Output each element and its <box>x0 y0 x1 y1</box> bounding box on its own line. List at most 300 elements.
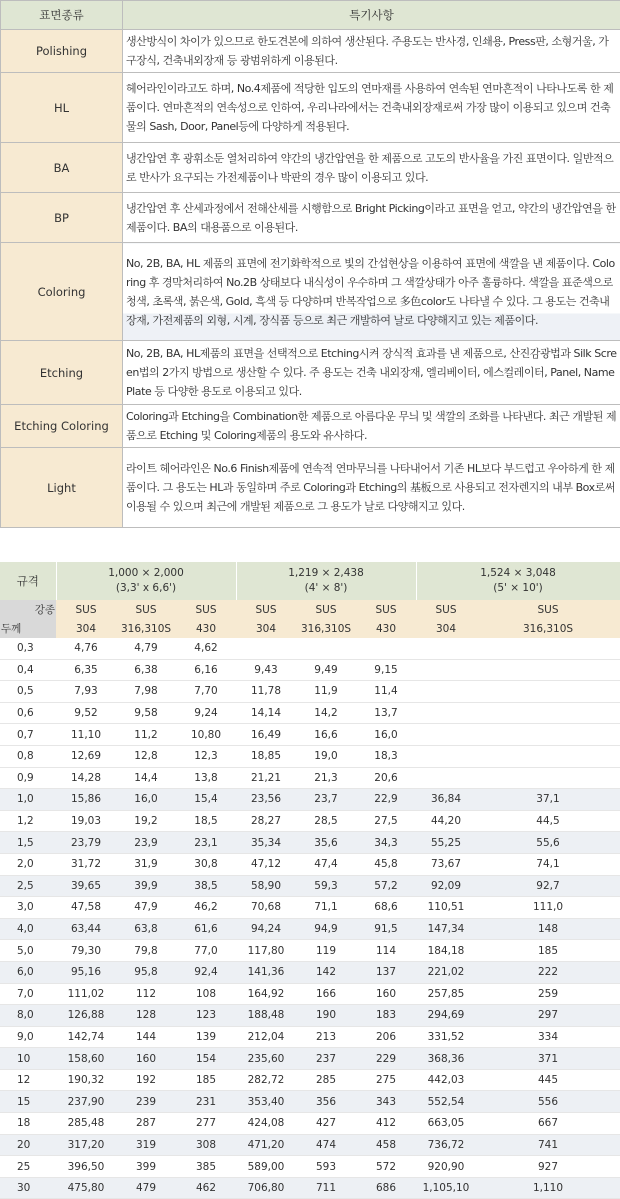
grade-bottom-row <box>0 619 620 638</box>
weight-cell: 396,50 <box>56 1156 116 1178</box>
grade-prefix: SUS <box>356 600 416 619</box>
weight-cell: 12,69 <box>56 745 116 767</box>
grade-number: 304 <box>416 619 476 638</box>
weight-cell: 237 <box>296 1048 356 1070</box>
weight-cell: 15,86 <box>56 789 116 811</box>
weight-cell: 277 <box>176 1113 236 1135</box>
finish-header-row <box>1 1 620 30</box>
size-ft: (5' × 10') <box>493 582 542 594</box>
size-header-row <box>0 562 620 600</box>
weight-cell: 36,84 <box>416 789 476 811</box>
size-ft: (4' × 8') <box>305 582 348 594</box>
weight-cell: 128 <box>116 1005 176 1027</box>
grade-prefix: SUS <box>116 600 176 619</box>
weight-cell: 185 <box>476 940 620 962</box>
table-row <box>0 1156 620 1178</box>
finish-description: No, 2B, BA, HL제품의 표면을 선택적으로 Etching시켜 장식적 효과를 낸 제품으로, 산진감광법과 Silk Screen법의 2가지 방법으로 생산할 수 있다. 주 용도는 건축 내외장재, 엘리베이터, 에스컬레이터, Panel, Name Plate 등 다양한 용도로 이용되고 있다. <box>123 341 620 405</box>
table-row <box>0 789 620 811</box>
weight-cell: 164,92 <box>236 983 296 1005</box>
weight-cell: 70,68 <box>236 897 296 919</box>
weight-cell: 39,65 <box>56 875 116 897</box>
weight-cell: 35,6 <box>296 832 356 854</box>
weight-cell: 137 <box>356 961 416 983</box>
weight-cell: 18,5 <box>176 810 236 832</box>
weight-cell: 35,34 <box>236 832 296 854</box>
weight-cell: 95,16 <box>56 961 116 983</box>
weight-cell <box>416 638 476 659</box>
weight-cell: 462 <box>176 1177 236 1199</box>
weight-cell: 6,16 <box>176 659 236 681</box>
weight-cell: 20,6 <box>356 767 416 789</box>
weight-cell: 427 <box>296 1113 356 1135</box>
grade-top-row <box>0 600 620 619</box>
steel-grade-label: 강종 <box>0 600 56 619</box>
weight-cell: 112 <box>116 983 176 1005</box>
weight-cell: 237,90 <box>56 1091 116 1113</box>
weight-cell: 319 <box>116 1134 176 1156</box>
weight-cell: 589,00 <box>236 1156 296 1178</box>
finish-description: 헤어라인이라고도 하며, No.4제품에 적당한 입도의 연마재를 사용하여 연속된 연마흔적이 나타나도록 한 제품이다. 연마흔적의 연속성으로 인하여, 우리나라에서는 건축내외장재로써 가장 많이 이용되고 있으며 건축물의 Sash, Door, Panel등에 다양하게 적용된다. <box>123 73 620 143</box>
grade-prefix: SUS <box>296 600 356 619</box>
weight-cell: 221,02 <box>416 961 476 983</box>
table-row <box>0 659 620 681</box>
thickness-cell: 2,0 <box>0 853 56 875</box>
weight-cell: 711 <box>296 1177 356 1199</box>
size-mm: 1,219 × 2,438 <box>288 567 364 579</box>
weight-cell: 91,5 <box>356 918 416 940</box>
weight-cell: 77,0 <box>176 940 236 962</box>
weight-cell: 37,1 <box>476 789 620 811</box>
thickness-cell: 0,4 <box>0 659 56 681</box>
weight-cell: 190,32 <box>56 1069 116 1091</box>
weight-cell: 297 <box>476 1005 620 1027</box>
weight-cell: 667 <box>476 1113 620 1135</box>
weight-cell: 4,62 <box>176 638 236 659</box>
weight-cell: 317,20 <box>56 1134 116 1156</box>
grade-prefix: SUS <box>416 600 476 619</box>
finish-row <box>1 30 620 73</box>
weight-cell: 142,74 <box>56 1026 116 1048</box>
weight-cell: 79,30 <box>56 940 116 962</box>
size-header-2 <box>236 562 416 600</box>
weight-cell: 31,72 <box>56 853 116 875</box>
finish-description: 라이트 헤어라인은 No.6 Finish제품에 연속적 연마무늬를 나타내어서 기존 HL보다 부드럽고 우아하게 한 제품이다. 그 용도는 HL과 동일하며 주로 Coloring과 Etching의 基板으로 사용되고 전자렌지의 내부 Box로써 이용될 수 있으며 최근에 개발된 제품으로 그 용도가 날로 다양해지고 있다. <box>123 448 620 528</box>
weight-cell: 79,8 <box>116 940 176 962</box>
weight-cell: 334 <box>476 1026 620 1048</box>
weight-cell: 7,98 <box>116 681 176 703</box>
table-row <box>0 1113 620 1135</box>
thickness-cell: 1,5 <box>0 832 56 854</box>
weight-cell: 9,52 <box>56 702 116 724</box>
weight-cell: 222 <box>476 961 620 983</box>
thickness-cell: 4,0 <box>0 918 56 940</box>
weight-cell: 55,6 <box>476 832 620 854</box>
weight-cell: 294,69 <box>416 1005 476 1027</box>
table-row <box>0 681 620 703</box>
weight-cell: 19,0 <box>296 745 356 767</box>
weight-cell: 741 <box>476 1134 620 1156</box>
table-row <box>0 702 620 724</box>
weight-cell: 572 <box>356 1156 416 1178</box>
finish-row <box>1 243 620 341</box>
weight-cell: 185 <box>176 1069 236 1091</box>
weight-cell: 73,67 <box>416 853 476 875</box>
table-row <box>0 1026 620 1048</box>
table-row <box>0 1069 620 1091</box>
weight-cell: 47,58 <box>56 897 116 919</box>
size-header-3 <box>416 562 620 600</box>
weight-cell: 21,21 <box>236 767 296 789</box>
grade-number: 316,310S <box>476 619 620 638</box>
weight-cell: 287 <box>116 1113 176 1135</box>
weight-cell: 356 <box>296 1091 356 1113</box>
weight-cell: 30,8 <box>176 853 236 875</box>
weight-cell: 68,6 <box>356 897 416 919</box>
weight-cell: 158,60 <box>56 1048 116 1070</box>
weight-cell: 23,7 <box>296 789 356 811</box>
weight-cell: 235,60 <box>236 1048 296 1070</box>
weight-cell: 74,1 <box>476 853 620 875</box>
weight-cell: 34,3 <box>356 832 416 854</box>
weight-cell: 111,0 <box>476 897 620 919</box>
finish-type-table <box>0 0 620 528</box>
weight-cell: 183 <box>356 1005 416 1027</box>
grade-number: 304 <box>56 619 116 638</box>
size-ft: (3,3' x 6,6') <box>116 582 176 594</box>
thickness-cell: 0,3 <box>0 638 56 659</box>
table-row <box>0 638 620 659</box>
weight-cell: 14,14 <box>236 702 296 724</box>
weight-cell: 257,85 <box>416 983 476 1005</box>
weight-cell: 385 <box>176 1156 236 1178</box>
size-label: 규격 <box>0 562 56 600</box>
finish-name: Coloring <box>1 243 123 341</box>
weight-cell: 556 <box>476 1091 620 1113</box>
weight-cell: 15,4 <box>176 789 236 811</box>
weight-cell: 16,0 <box>116 789 176 811</box>
weight-cell: 1,105,10 <box>416 1177 476 1199</box>
grade-number: 430 <box>176 619 236 638</box>
weight-cell: 27,5 <box>356 810 416 832</box>
weight-cell: 148 <box>476 918 620 940</box>
weight-cell: 139 <box>176 1026 236 1048</box>
table-row <box>0 1134 620 1156</box>
weight-cell: 47,4 <box>296 853 356 875</box>
weight-cell: 166 <box>296 983 356 1005</box>
thickness-cell: 1,0 <box>0 789 56 811</box>
finish-row <box>1 448 620 528</box>
weight-spec-table <box>0 562 620 1199</box>
weight-cell: 46,2 <box>176 897 236 919</box>
finish-description: Coloring과 Etching을 Combination한 제품으로 아름다운 무늬 및 색깔의 조화를 나타낸다. 최근 개발된 제품으로 Etching 및 Coloring제품의 용도와 유사하다. <box>123 405 620 448</box>
weight-cell: 23,9 <box>116 832 176 854</box>
weight-cell: 412 <box>356 1113 416 1135</box>
finish-name: Light <box>1 448 123 528</box>
weight-cell: 28,5 <box>296 810 356 832</box>
finish-row <box>1 193 620 243</box>
weight-cell <box>476 745 620 767</box>
weight-cell: 368,36 <box>416 1048 476 1070</box>
weight-cell: 44,5 <box>476 810 620 832</box>
weight-cell: 353,40 <box>236 1091 296 1113</box>
thickness-cell: 1,2 <box>0 810 56 832</box>
table-row <box>0 767 620 789</box>
weight-cell: 123 <box>176 1005 236 1027</box>
weight-cell: 7,70 <box>176 681 236 703</box>
weight-cell: 11,78 <box>236 681 296 703</box>
size-mm: 1,524 × 3,048 <box>480 567 556 579</box>
weight-cell: 308 <box>176 1134 236 1156</box>
weight-cell: 275 <box>356 1069 416 1091</box>
weight-cell: 188,48 <box>236 1005 296 1027</box>
weight-cell: 38,5 <box>176 875 236 897</box>
weight-cell: 239 <box>116 1091 176 1113</box>
weight-cell: 285,48 <box>56 1113 116 1135</box>
weight-cell: 154 <box>176 1048 236 1070</box>
size-header-1 <box>56 562 236 600</box>
thickness-cell: 25 <box>0 1156 56 1178</box>
weight-cell: 23,56 <box>236 789 296 811</box>
finish-row <box>1 73 620 143</box>
thickness-cell: 20 <box>0 1134 56 1156</box>
thickness-label: 두께 <box>0 619 56 638</box>
weight-cell: 11,4 <box>356 681 416 703</box>
weight-cell: 7,93 <box>56 681 116 703</box>
finish-name-header: 표면종류 <box>1 1 123 30</box>
weight-cell: 13,8 <box>176 767 236 789</box>
weight-cell <box>416 659 476 681</box>
table-row <box>0 745 620 767</box>
table-row <box>0 875 620 897</box>
weight-cell: 16,6 <box>296 724 356 746</box>
weight-cell <box>416 681 476 703</box>
thickness-cell: 0,8 <box>0 745 56 767</box>
weight-cell <box>416 724 476 746</box>
weight-cell: 95,8 <box>116 961 176 983</box>
finish-name: Etching <box>1 341 123 405</box>
weight-cell: 12,8 <box>116 745 176 767</box>
weight-cell: 475,80 <box>56 1177 116 1199</box>
weight-cell: 57,2 <box>356 875 416 897</box>
weight-cell: 141,36 <box>236 961 296 983</box>
weight-cell: 190 <box>296 1005 356 1027</box>
finish-description: 냉간압연 후 광휘소둔 열처리하여 약간의 냉간압연을 한 제품으로 고도의 반사율을 가진 표면이다. 일반적으로 반사가 요구되는 가전제품이나 박판의 경우 많이 이용되고 있다. <box>123 143 620 193</box>
weight-cell: 552,54 <box>416 1091 476 1113</box>
finish-desc-header: 특기사항 <box>123 1 620 30</box>
weight-cell: 9,49 <box>296 659 356 681</box>
table-row <box>0 983 620 1005</box>
thickness-cell: 15 <box>0 1091 56 1113</box>
weight-cell <box>296 638 356 659</box>
finish-description: No, 2B, BA, HL 제품의 표면에 전기화학적으로 빛의 간섭현상을 이용하여 표면에 색깔을 낸 제품이다. Coloring 후 경막처리하여 No.2B 상태보다 내식성이 우수하며 그 색깔상태가 아주 훌륭하다. 색깔을 표준색으로 청색, 초록색, 붉은색, Gold, 흑색 등 다양하며 반복작업으로 多色color도 나타낼 수 있다. 그 용도는 건축내장재, 가전제품의 외형, 시계, 장식품 등으로 최근 개발하여 날로 다양해지고 있는 제품이다. <box>123 243 620 341</box>
weight-cell: 213 <box>296 1026 356 1048</box>
weight-cell: 13,7 <box>356 702 416 724</box>
thickness-cell: 18 <box>0 1113 56 1135</box>
weight-cell: 1,110 <box>476 1177 620 1199</box>
weight-cell: 192 <box>116 1069 176 1091</box>
weight-cell <box>416 745 476 767</box>
finish-row <box>1 405 620 448</box>
table-row <box>0 832 620 854</box>
table-row <box>0 810 620 832</box>
weight-cell: 28,27 <box>236 810 296 832</box>
weight-cell: 14,4 <box>116 767 176 789</box>
weight-cell: 16,49 <box>236 724 296 746</box>
thickness-cell: 12 <box>0 1069 56 1091</box>
grade-number: 430 <box>356 619 416 638</box>
grade-prefix: SUS <box>476 600 620 619</box>
weight-cell: 445 <box>476 1069 620 1091</box>
weight-cell: 92,09 <box>416 875 476 897</box>
table-row <box>0 853 620 875</box>
thickness-cell: 6,0 <box>0 961 56 983</box>
thickness-cell: 3,0 <box>0 897 56 919</box>
thickness-cell: 9,0 <box>0 1026 56 1048</box>
weight-cell: 282,72 <box>236 1069 296 1091</box>
weight-cell: 45,8 <box>356 853 416 875</box>
weight-cell: 22,9 <box>356 789 416 811</box>
weight-cell: 686 <box>356 1177 416 1199</box>
weight-cell: 92,4 <box>176 961 236 983</box>
table-row <box>0 1005 620 1027</box>
weight-cell: 108 <box>176 983 236 1005</box>
weight-cell: 424,08 <box>236 1113 296 1135</box>
thickness-cell: 5,0 <box>0 940 56 962</box>
weight-cell: 14,28 <box>56 767 116 789</box>
grade-number: 304 <box>236 619 296 638</box>
weight-cell: 399 <box>116 1156 176 1178</box>
weight-cell: 343 <box>356 1091 416 1113</box>
weight-cell <box>476 724 620 746</box>
finish-name: Polishing <box>1 30 123 73</box>
thickness-cell: 0,7 <box>0 724 56 746</box>
weight-cell: 142 <box>296 961 356 983</box>
weight-cell: 706,80 <box>236 1177 296 1199</box>
finish-name: HL <box>1 73 123 143</box>
thickness-cell: 8,0 <box>0 1005 56 1027</box>
weight-cell: 19,2 <box>116 810 176 832</box>
weight-cell: 479 <box>116 1177 176 1199</box>
weight-cell: 19,03 <box>56 810 116 832</box>
weight-cell: 18,85 <box>236 745 296 767</box>
weight-cell: 14,2 <box>296 702 356 724</box>
table-row <box>0 1177 620 1199</box>
weight-cell: 59,3 <box>296 875 356 897</box>
thickness-cell: 7,0 <box>0 983 56 1005</box>
weight-cell: 11,10 <box>56 724 116 746</box>
weight-cell: 474 <box>296 1134 356 1156</box>
weight-cell: 114 <box>356 940 416 962</box>
weight-cell <box>416 767 476 789</box>
weight-cell: 4,79 <box>116 638 176 659</box>
weight-cell <box>476 638 620 659</box>
thickness-cell: 0,9 <box>0 767 56 789</box>
size-mm: 1,000 × 2,000 <box>108 567 184 579</box>
grade-prefix: SUS <box>176 600 236 619</box>
weight-cell: 119 <box>296 940 356 962</box>
weight-cell: 160 <box>116 1048 176 1070</box>
weight-cell <box>476 767 620 789</box>
weight-cell: 593 <box>296 1156 356 1178</box>
grade-number: 316,310S <box>296 619 356 638</box>
weight-cell: 9,43 <box>236 659 296 681</box>
finish-row <box>1 341 620 405</box>
finish-name: BA <box>1 143 123 193</box>
finish-description: 생산방식이 차이가 있으므로 한도견본에 의하여 생산된다. 주용도는 반사경, 인쇄용, Press판, 소형거울, 가구장식, 건축내외장재 등 광범위하게 이용된다. <box>123 30 620 73</box>
weight-cell: 471,20 <box>236 1134 296 1156</box>
weight-cell: 184,18 <box>416 940 476 962</box>
weight-cell: 31,9 <box>116 853 176 875</box>
table-row <box>0 918 620 940</box>
weight-cell <box>356 638 416 659</box>
weight-cell: 458 <box>356 1134 416 1156</box>
grade-number: 316,310S <box>116 619 176 638</box>
weight-cell <box>476 681 620 703</box>
weight-cell: 21,3 <box>296 767 356 789</box>
thickness-cell: 30 <box>0 1177 56 1199</box>
weight-cell: 920,90 <box>416 1156 476 1178</box>
grade-prefix: SUS <box>236 600 296 619</box>
weight-cell: 229 <box>356 1048 416 1070</box>
weight-cell: 61,6 <box>176 918 236 940</box>
weight-cell: 126,88 <box>56 1005 116 1027</box>
weight-cell <box>416 702 476 724</box>
weight-cell: 9,58 <box>116 702 176 724</box>
table-row <box>0 940 620 962</box>
table-row <box>0 897 620 919</box>
weight-cell: 47,9 <box>116 897 176 919</box>
weight-cell: 663,05 <box>416 1113 476 1135</box>
weight-cell: 44,20 <box>416 810 476 832</box>
weight-cell: 6,38 <box>116 659 176 681</box>
weight-cell <box>476 702 620 724</box>
weight-cell: 6,35 <box>56 659 116 681</box>
weight-cell <box>476 659 620 681</box>
thickness-cell: 0,6 <box>0 702 56 724</box>
table-row <box>0 961 620 983</box>
thickness-cell: 10 <box>0 1048 56 1070</box>
weight-cell: 4,76 <box>56 638 116 659</box>
weight-cell: 71,1 <box>296 897 356 919</box>
weight-cell: 160 <box>356 983 416 1005</box>
weight-cell: 63,44 <box>56 918 116 940</box>
weight-cell: 94,24 <box>236 918 296 940</box>
weight-cell: 10,80 <box>176 724 236 746</box>
weight-cell: 18,3 <box>356 745 416 767</box>
weight-cell: 23,79 <box>56 832 116 854</box>
finish-name: BP <box>1 193 123 243</box>
weight-cell: 55,25 <box>416 832 476 854</box>
weight-cell: 9,24 <box>176 702 236 724</box>
weight-cell: 331,52 <box>416 1026 476 1048</box>
weight-cell: 212,04 <box>236 1026 296 1048</box>
weight-cell: 16,0 <box>356 724 416 746</box>
weight-cell: 11,9 <box>296 681 356 703</box>
weight-cell: 94,9 <box>296 918 356 940</box>
weight-cell: 111,02 <box>56 983 116 1005</box>
thickness-cell: 0,5 <box>0 681 56 703</box>
weight-cell: 63,8 <box>116 918 176 940</box>
weight-cell: 12,3 <box>176 745 236 767</box>
weight-cell: 11,2 <box>116 724 176 746</box>
weight-cell: 58,90 <box>236 875 296 897</box>
weight-cell: 9,15 <box>356 659 416 681</box>
weight-cell: 92,7 <box>476 875 620 897</box>
table-row <box>0 724 620 746</box>
weight-cell: 110,51 <box>416 897 476 919</box>
weight-cell: 47,12 <box>236 853 296 875</box>
weight-cell: 927 <box>476 1156 620 1178</box>
